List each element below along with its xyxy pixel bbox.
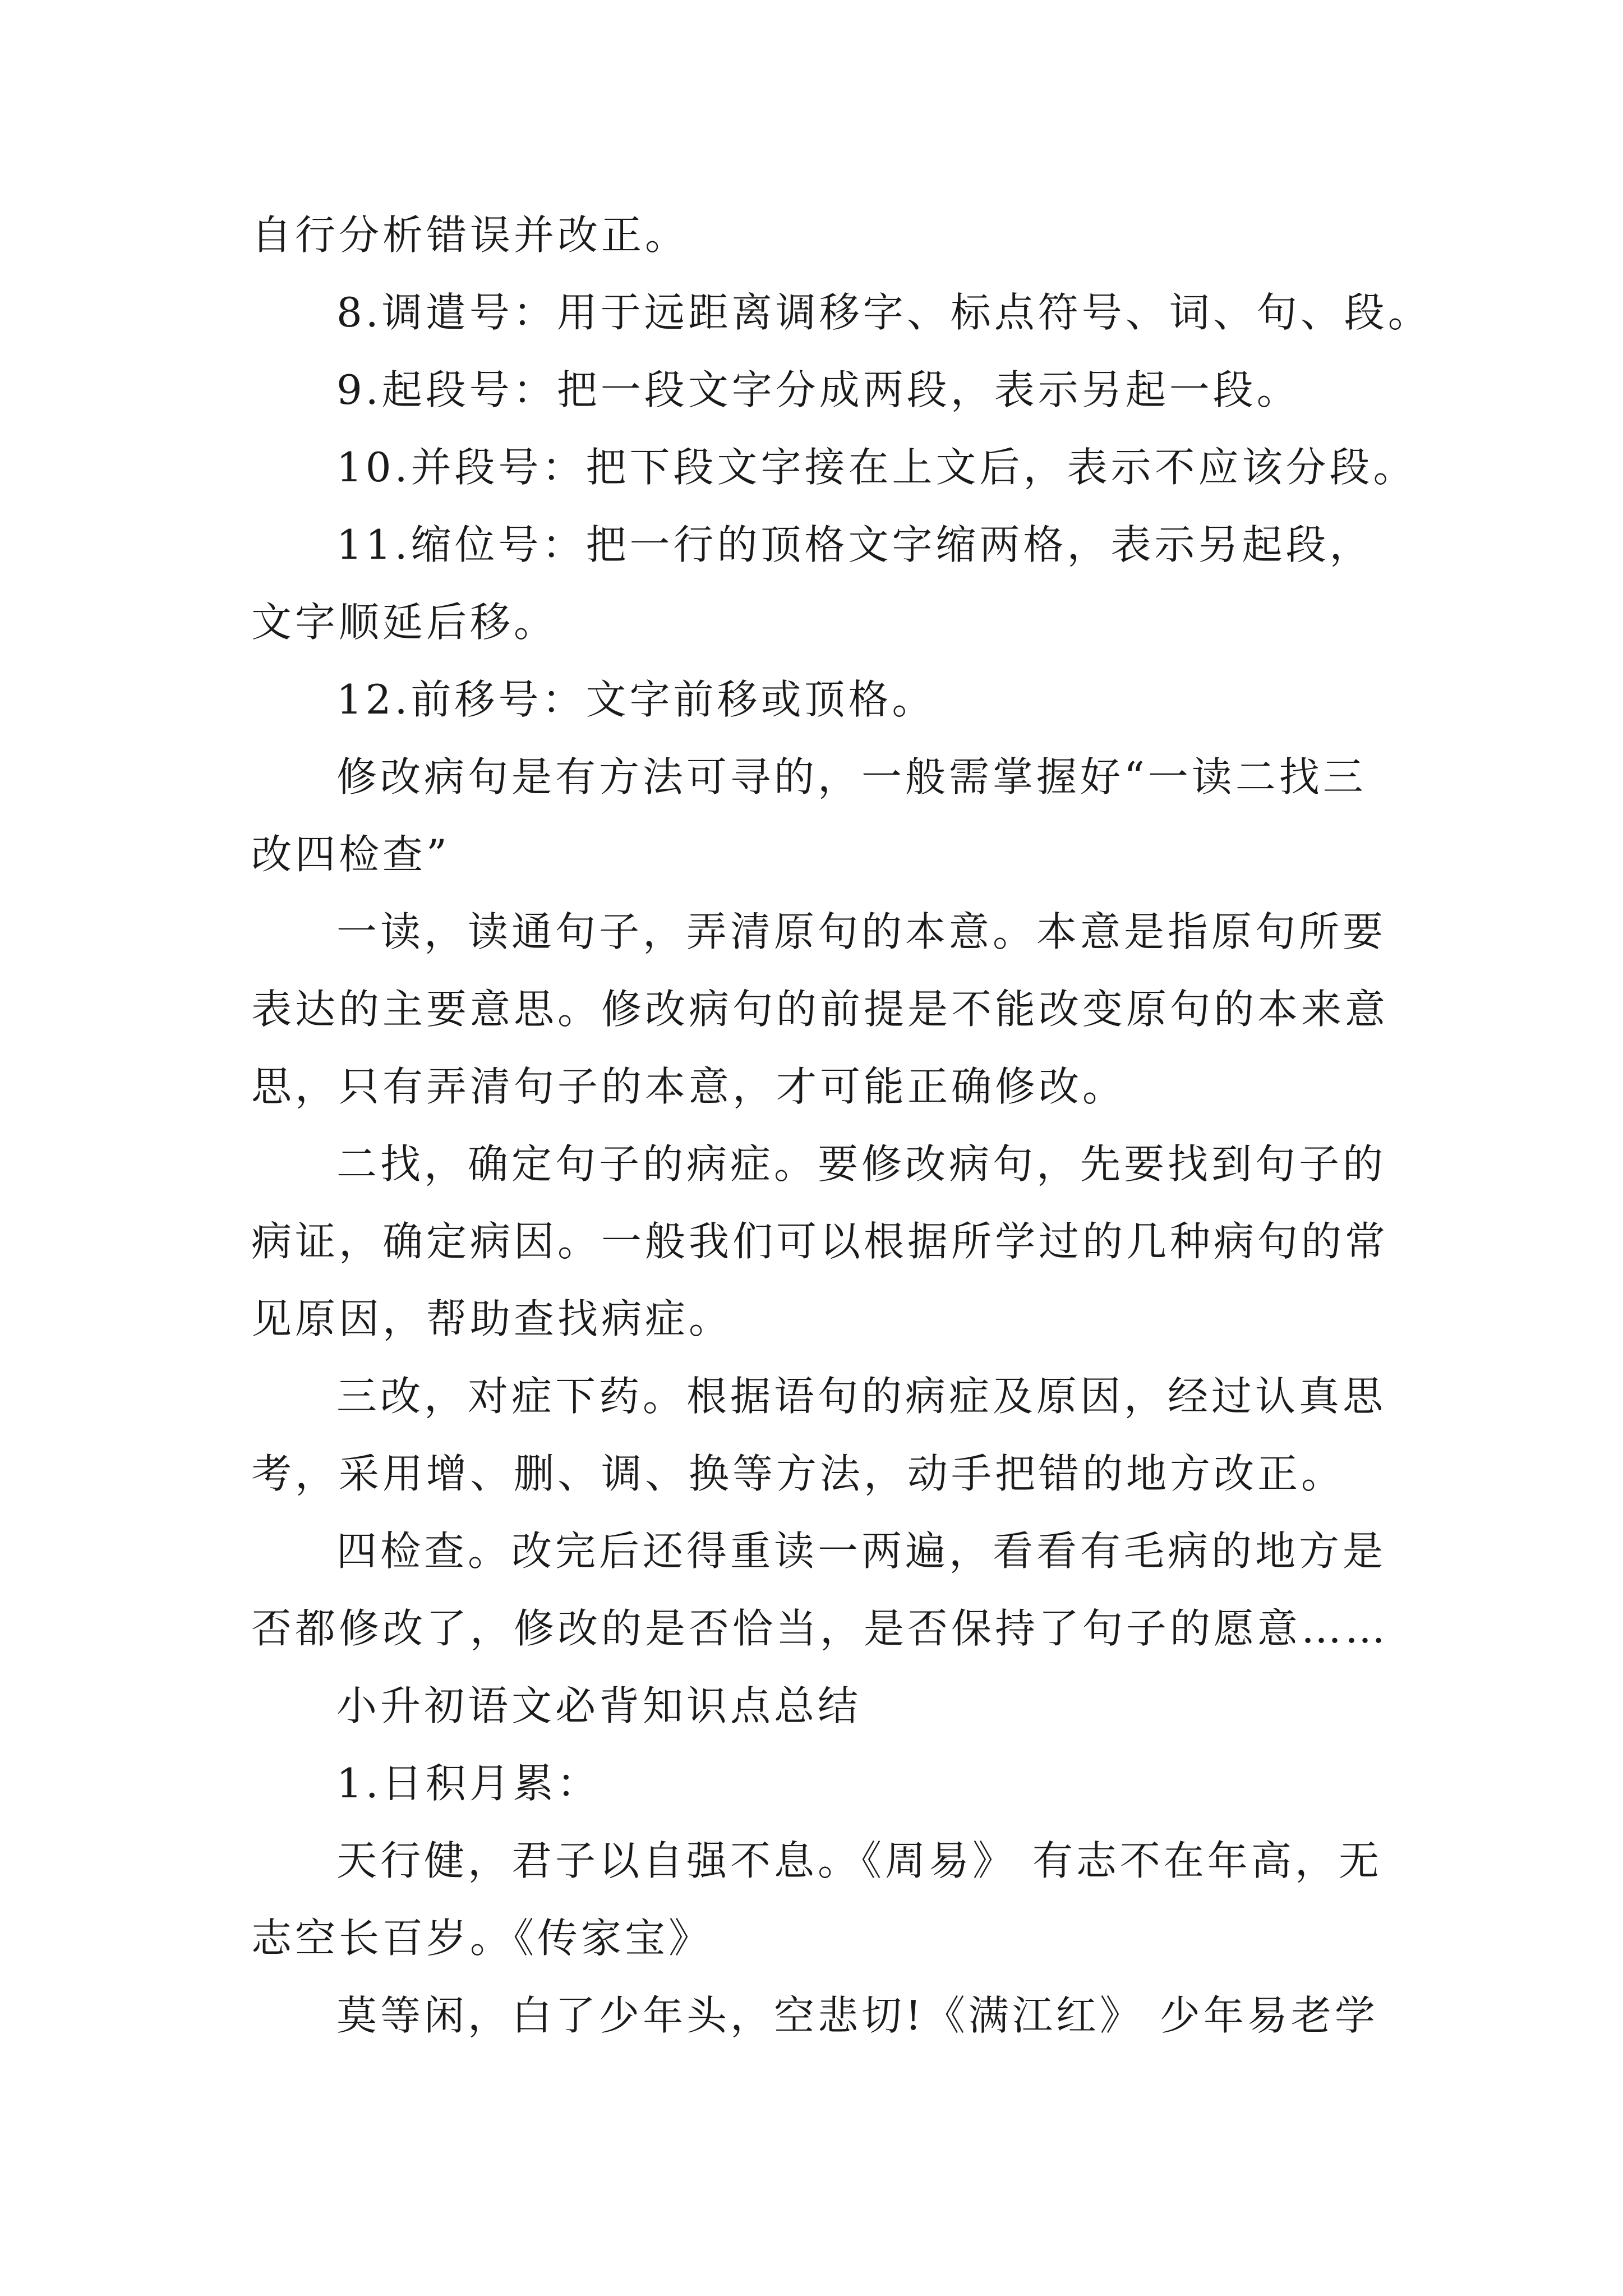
text-line: 11.缩位号：把一行的顶格文字缩两格，表示另起段， <box>336 521 1373 568</box>
text-line: 12.前移号：文字前移或顶格。 <box>336 676 936 723</box>
text-line: 考，采用增、删、调、换等方法，动手把错的地方改正。 <box>251 1450 1345 1497</box>
text-line: 表达的主要意思。修改病句的前提是不能改变原句的本来意 <box>251 986 1389 1033</box>
text-line: 10.并段号：把下段文字接在上文后，表示不应该分段。 <box>336 444 1417 491</box>
text-line: 思，只有弄清句子的本意，才可能正确修改。 <box>251 1063 1127 1110</box>
text-line: 志空长百岁。《传家宝》 <box>251 1915 713 1962</box>
text-line: 改四检查” <box>251 831 450 878</box>
text-line: 四检查。改完后还得重读一两遍，看看有毛病的地方是 <box>336 1527 1387 1575</box>
text-line: 二找，确定句子的病症。要修改病句，先要找到句子的 <box>336 1140 1387 1188</box>
section-heading: 小升初语文必背知识点总结 <box>336 1682 862 1729</box>
text-line: 8.调遣号：用于远距离调移字、标点符号、词、句、段。 <box>336 289 1432 336</box>
text-line: 病证，确定病因。一般我们可以根据所学过的几种病句的常 <box>251 1218 1389 1265</box>
text-line: 见原因，帮助查找病症。 <box>251 1295 733 1342</box>
text-line: 9.起段号：把一段文字分成两段，表示另起一段。 <box>336 366 1301 413</box>
text-line: 自行分析错误并改正。 <box>251 211 689 259</box>
text-line: 文字顺延后移。 <box>251 599 558 646</box>
text-line: 1.日积月累： <box>336 1760 601 1807</box>
text-line: 莫等闲，白了少年头，空悲切!《满江红》 少年易老学 <box>336 1992 1378 2039</box>
text-line: 三改，对症下药。根据语句的病症及原因，经过认真思 <box>336 1373 1387 1420</box>
text-line: 修改病句是有方法可寻的，一般需掌握好“一读二找三 <box>336 753 1367 800</box>
text-line: 天行健，君子以自强不息。《周易》 有志不在年高，无 <box>336 1837 1382 1884</box>
text-line: 一读，读通句子，弄清原句的本意。本意是指原句所要 <box>336 908 1387 955</box>
text-line: 否都修改了，修改的是否恰当，是否保持了句子的愿意…… <box>251 1605 1389 1652</box>
document-body <box>251 196 1432 2054</box>
